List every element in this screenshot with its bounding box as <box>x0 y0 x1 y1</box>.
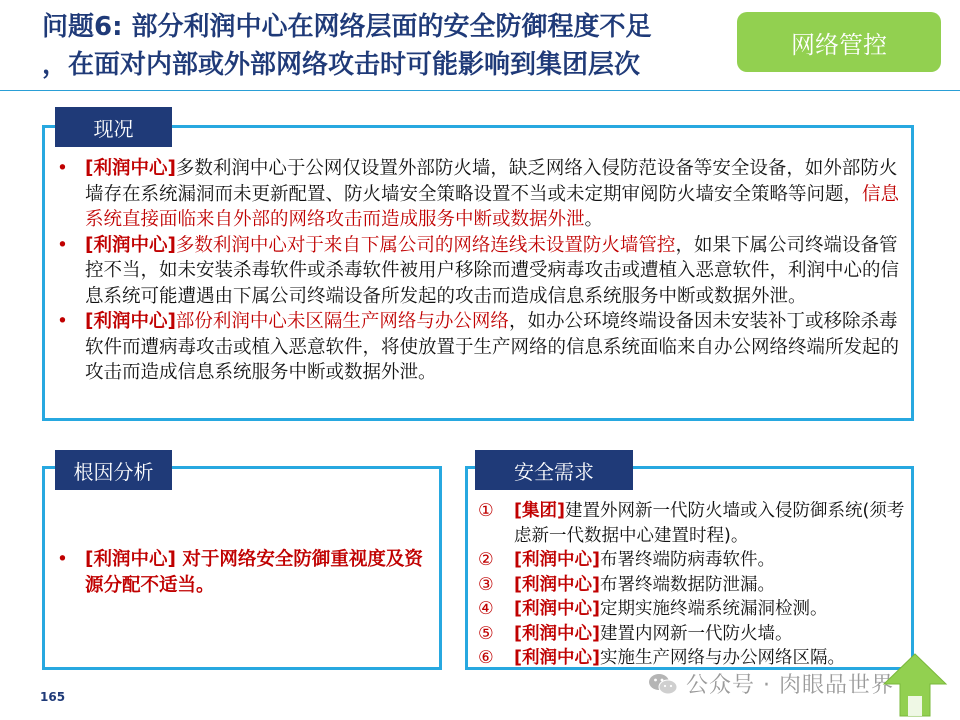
bullet-icon: • <box>57 234 68 256</box>
item-prefix: [利润中心] <box>514 648 600 668</box>
requirements-panel-label: 安全需求 <box>475 450 633 490</box>
item-text: 多数利润中心于公网仅设置外部防火墙，缺乏网络入侵防范设备等安全设备，如外部防火墙存在系统漏洞而未更新配置、防火墙安全策略设置不当或未定期审阅防火墙安全策略等问题， <box>85 158 898 205</box>
list-item <box>478 646 908 671</box>
item-number: ⑥ <box>478 648 494 668</box>
item-text: 建置内网新一代防火墙。 <box>600 623 793 644</box>
page-title-line-1: 问题6: 部分利润中心在网络层面的安全防御程度不足 <box>42 12 652 42</box>
wechat-icon <box>648 672 678 696</box>
item-prefix: [利润中心] <box>85 158 176 179</box>
item-text-end: 。 <box>584 209 604 230</box>
item-prefix: [集团] <box>514 501 565 521</box>
item-text: 布署终端数据防泄漏。 <box>600 574 775 595</box>
status-panel <box>42 125 914 421</box>
item-highlight: 信息系统直接面临来自外部的网络攻击而造成服务中断或数据外泄 <box>85 183 900 230</box>
watermark-text: 公众号 · 肉眼品世界 <box>686 673 894 698</box>
page-title <box>42 8 722 84</box>
item-text-end: ，如办公环境终端设备因未安装补丁或移除杀毒软件而遭病毒攻击或植入恶意软件，将使放置于生产网络的信息系统面临来自办公网络终端所发起的攻击而造成信息系统服务中断或数据外泄。 <box>85 311 900 383</box>
item-highlight: 多数利润中心对于来自下属公司的网络连线未设置防火墙管控 <box>175 234 676 256</box>
item-text-end: ，如果下属公司终端设备管控不当，如未安装杀毒软件或杀毒软件被用户移除而遭受病毒攻击或遭植入恶意软件，利润中心的信息系统可能遭遇由下属公司终端设备所发起的攻击而造成信息系统服务中断或数据外泄。 <box>85 234 900 307</box>
item-text: 实施生产网络与办公网络区隔。 <box>600 648 845 668</box>
list-item <box>478 499 908 548</box>
list-item <box>478 573 908 598</box>
item-prefix: [利润中心] <box>85 311 176 332</box>
requirements-list <box>478 499 908 671</box>
list-item <box>47 547 437 599</box>
item-text: 定期实施终端系统漏洞检测。 <box>600 599 828 619</box>
root-cause-panel <box>42 466 442 670</box>
status-panel-label: 现况 <box>55 107 172 147</box>
category-tag: 网络管控 <box>737 12 941 72</box>
bullet-icon: • <box>57 311 68 332</box>
header-divider <box>0 90 960 91</box>
watermark <box>648 668 894 699</box>
item-text: 建置外网新一代防火墙或入侵防御系统(须考虑新一代数据中心建置时程)。 <box>514 501 905 546</box>
item-prefix: [利润中心] <box>514 574 600 595</box>
item-text: 布署终端防病毒软件。 <box>600 550 775 570</box>
root-cause-text: [利润中心] 对于网络安全防御重视度及资源分配不适当。 <box>85 549 423 596</box>
page-title-line-2: ，在面对内部或外部网络攻击时可能影响到集团层次 <box>42 50 641 80</box>
root-cause-panel-label: 根因分析 <box>55 450 172 490</box>
home-arrow-icon[interactable] <box>882 652 948 718</box>
item-number: ② <box>478 550 494 570</box>
bullet-icon: • <box>57 549 68 570</box>
requirements-panel <box>465 466 914 670</box>
root-cause-list <box>47 547 437 599</box>
list-item <box>47 309 907 386</box>
item-prefix: [利润中心] <box>85 234 176 256</box>
page-number: 165 <box>40 690 66 704</box>
list-item <box>47 233 907 310</box>
list-item <box>478 597 908 622</box>
item-number: ③ <box>478 574 494 595</box>
item-prefix: [利润中心] <box>514 599 600 619</box>
item-prefix: [利润中心] <box>514 550 600 570</box>
item-number: ① <box>478 501 494 521</box>
list-item <box>478 548 908 573</box>
item-number: ⑤ <box>478 623 494 644</box>
status-list <box>47 156 907 386</box>
item-highlight: 部份利润中心未区隔生产网络与办公网络 <box>175 311 509 332</box>
item-prefix: [利润中心] <box>514 623 600 644</box>
item-number: ④ <box>478 599 494 619</box>
list-item <box>47 156 907 233</box>
list-item <box>478 622 908 647</box>
bullet-icon: • <box>57 158 68 179</box>
